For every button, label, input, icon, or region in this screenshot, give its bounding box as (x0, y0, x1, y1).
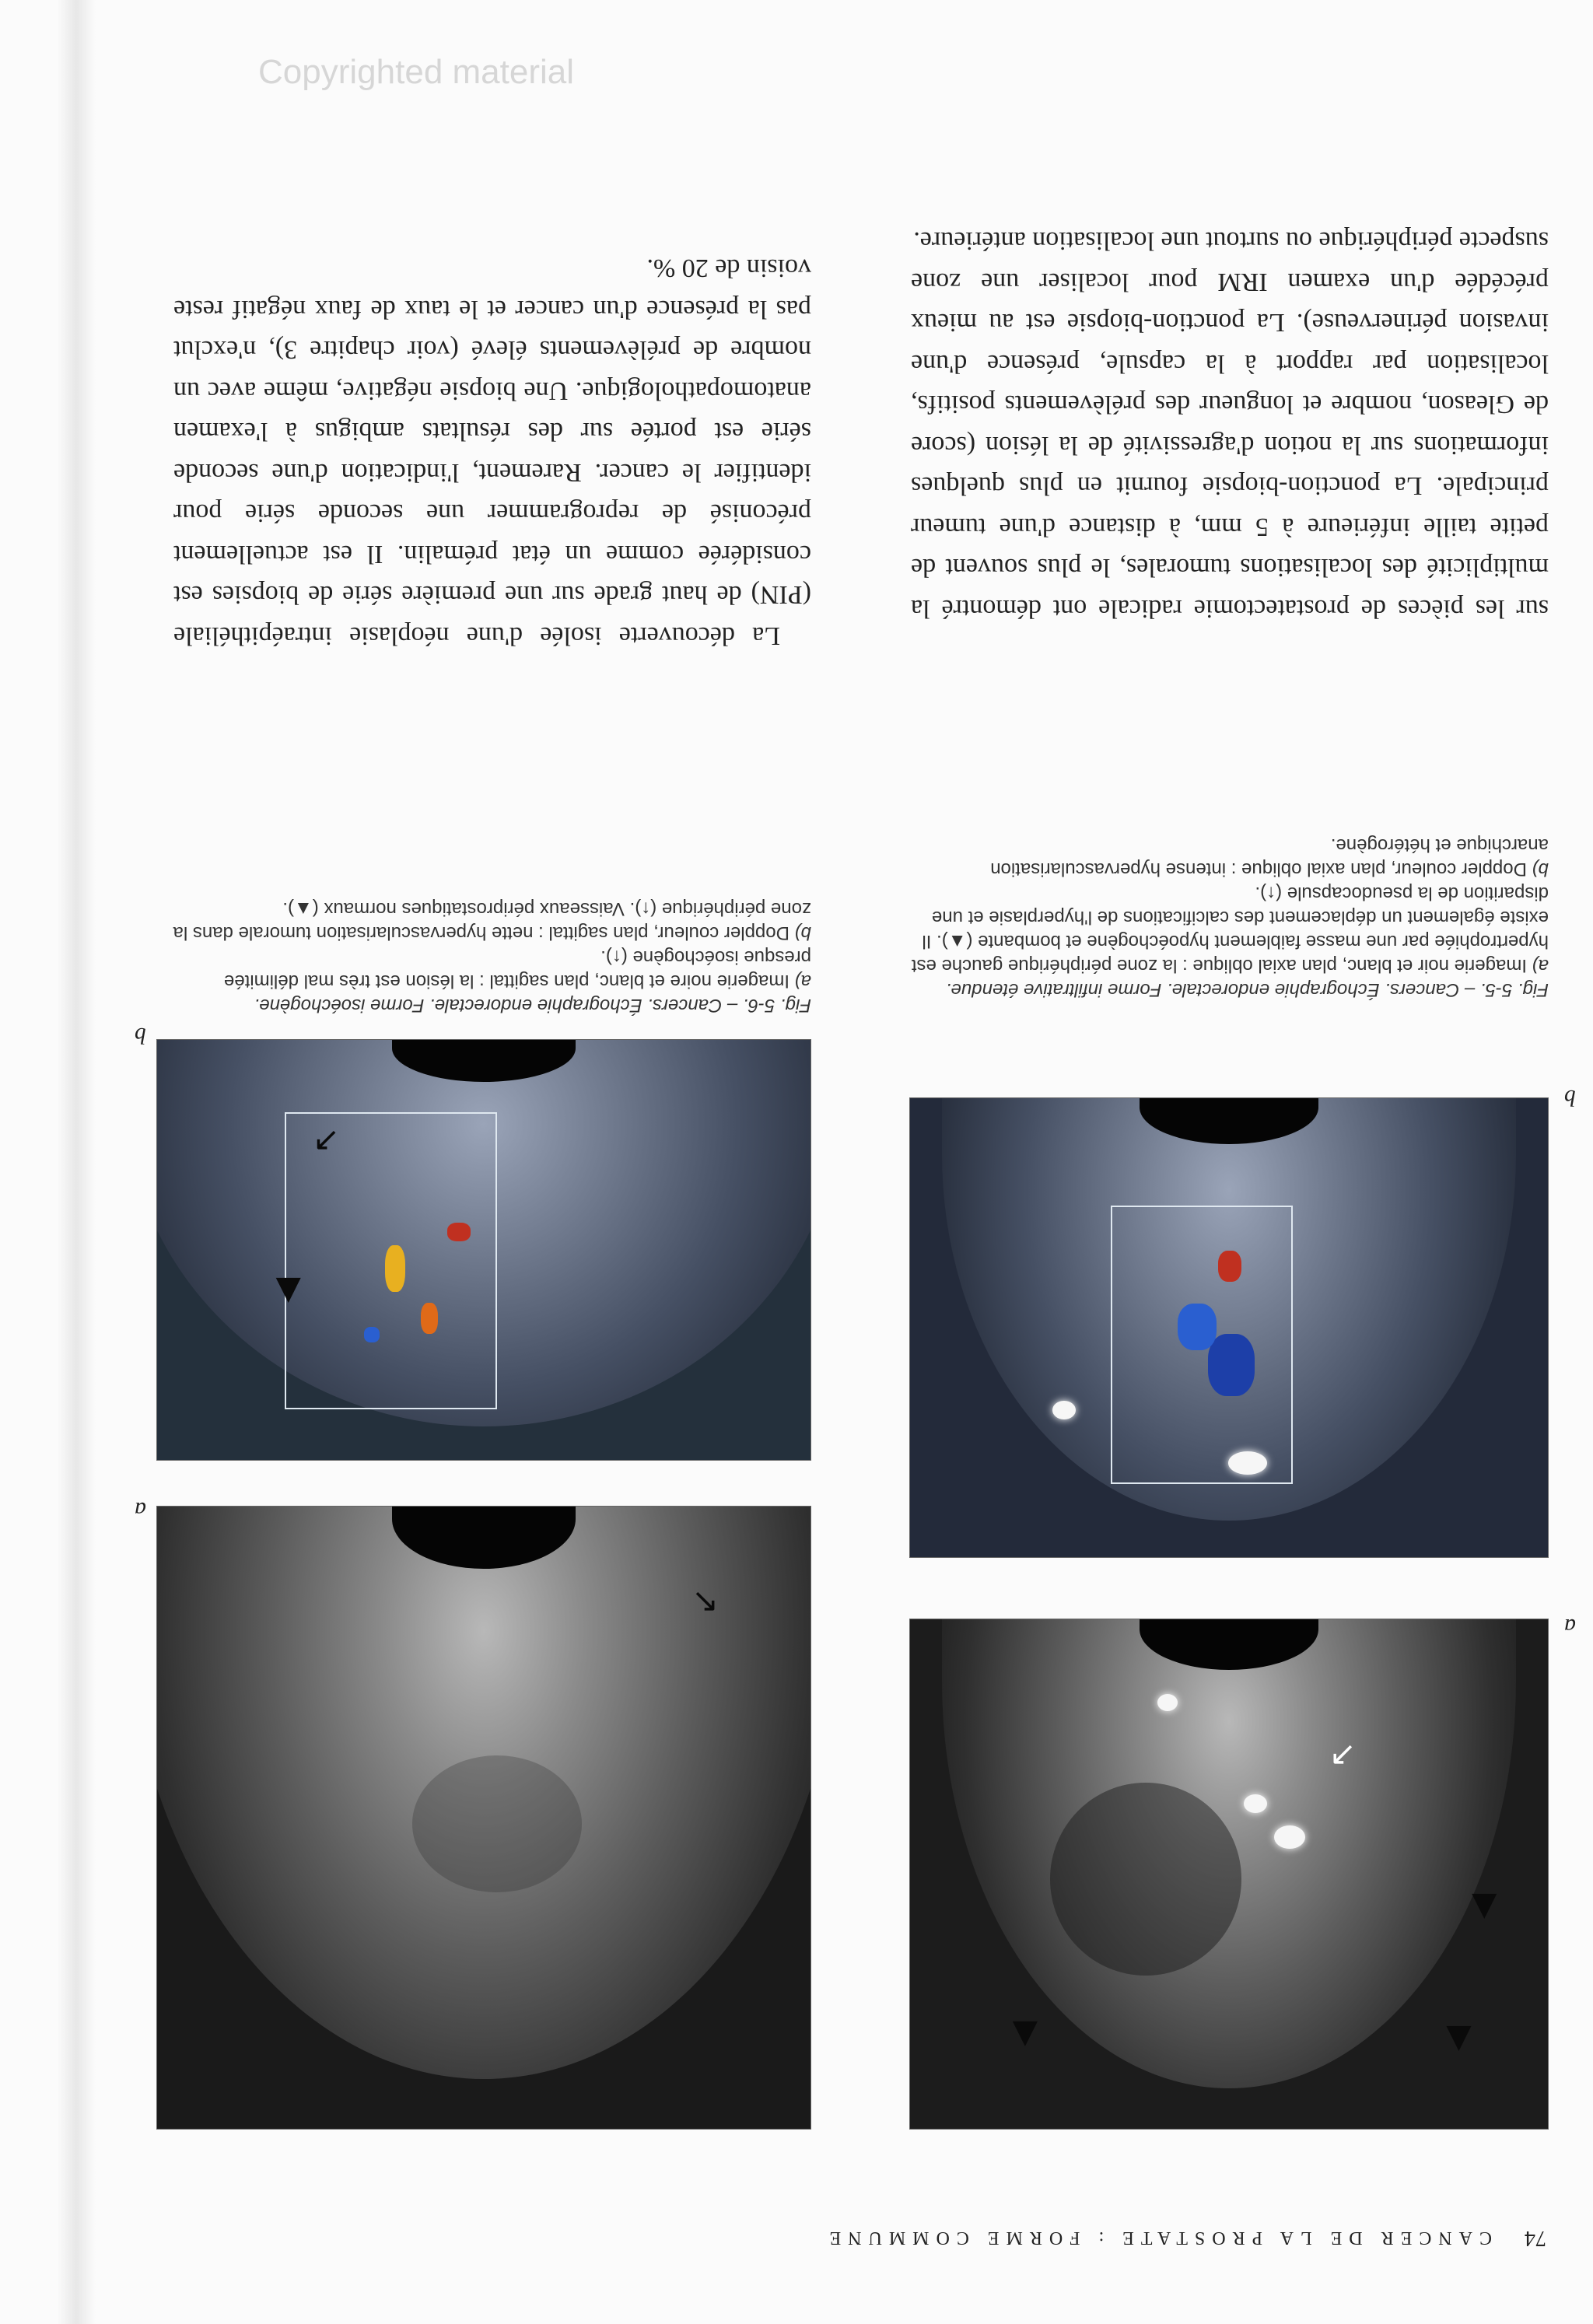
caption-label-b: b) (794, 922, 811, 943)
figure-title: Cancers. Échographie endorectale. Forme infiltrative étendue. (945, 979, 1460, 1000)
figure-title: Cancers. Échographie endorectale. Forme isoéchogène. (254, 995, 723, 1016)
caption-text-b: Doppler couleur, plan sagittal : nette hypervascularisation tumorale dans la zone périphérique (↑). Vaisseaux périprostatiques normaux (▲). (173, 898, 811, 943)
arrowhead-icon: ▲ (1012, 2017, 1038, 2056)
arrow-icon: ↖ (691, 1584, 719, 1622)
panel-letter-b: b (135, 1023, 146, 1048)
watermark: Copyrighted material (258, 53, 574, 91)
caption-label-a: a) (794, 971, 811, 992)
figure-number: Fig. 5-5. – (1464, 979, 1549, 1000)
arrowhead-icon: ▲ (1472, 1890, 1497, 1928)
page-number: 74 (1525, 2226, 1546, 2250)
figure-5-6a-ultrasound (156, 1506, 811, 2130)
caption-text-a: Imagerie noire et blanc, plan sagittal : la lésion est très mal délimitée presque isoéchogène (↑). (223, 947, 811, 992)
figure-5-6b-doppler (156, 1039, 811, 1461)
running-title: CANCER DE LA PROSTATE : FORME COMMUNE (822, 2228, 1492, 2248)
arrowhead-icon: ▲ (275, 1273, 301, 1312)
caption-label-b: b) (1532, 859, 1549, 880)
caption-text-a: Imagerie noir et blanc, plan axial oblique : la zone périphérique gauche est hypertrophiée par une masse faiblement hypoéchogène et bombante (▲). Il existe également un déplacement des calcifications de l'hyperplasie et une disparition de la pseudocapsule (↑). (911, 883, 1549, 976)
caption-text-b: Doppler couleur, plan axial oblique : intense hypervascularisation anarchique et hétérogène. (990, 835, 1549, 880)
figure-5-5a-ultrasound (909, 1619, 1549, 2130)
page-binding-shadow (57, 0, 96, 2324)
caption-label-a: a) (1532, 955, 1549, 976)
arrow-icon: ↗ (313, 1122, 341, 1161)
panel-letter-a: a (1564, 1614, 1576, 1640)
figure-number: Fig. 5-6. – (726, 995, 811, 1016)
panel-letter-a: a (135, 1497, 146, 1523)
figure-5-5-caption (911, 833, 1549, 1002)
arrow-icon: ↗ (1329, 1737, 1357, 1776)
body-paragraph: sur les pièces de prostatectomie radicale ont démontré la multiplicité des localisations tumorales, le plus souvent de petite taille inférieure à 5 mm, à distance d'une tumeur principale. La ponction-biopsie fournit en plus quelques informations sur la notion d'agressivité de la lésion (score de Gleason, nombre et longueur des prélèvements positifs, localisation par rapport à la capsule, présence d'une invasion périnerveuse). La ponction-biopsie est au mieux précédée d'un examen IRM pour localiser une zone suspecte périphérique ou surtout une localisation antérieure. (911, 226, 1549, 623)
figure-5-5b-doppler (909, 1097, 1549, 1558)
body-column-left (911, 220, 1549, 628)
panel-letter-b: b (1564, 1085, 1576, 1111)
figure-5-6-caption (166, 897, 811, 1017)
arrowhead-icon: ▲ (1446, 2022, 1472, 2061)
body-paragraph: La découverte isolée d'une néoplasie intraépithéliale (PIN) de haut grade sur une première série de biopsies est considérée comme un état prémalin. Il est actuellement préconisé de reprogrammer une seconde série pour identifier le cancer. Rarement, l'indication d'une seconde série est portée sur des résultats ambigus à l'examen anatomopathologique. Une biopsie négative, même avec un nombre de prélèvements élevé (voir chapitre 3), n'exclut pas la présence d'un cancer et le taux de faux négatif reste voisin de 20 %. (173, 254, 811, 650)
body-column-right (173, 247, 811, 656)
